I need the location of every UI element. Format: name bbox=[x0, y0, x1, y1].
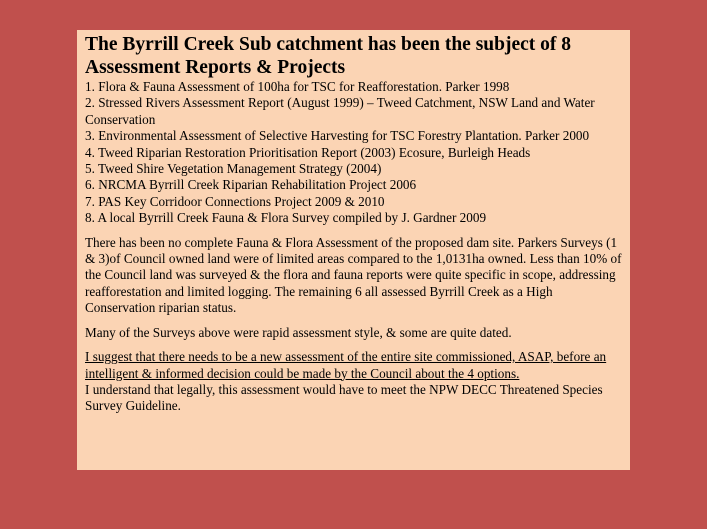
list-item: 2. Stressed Rivers Assessment Report (August 1999) – Tweed Catchment, NSW Land and Water Conservation bbox=[85, 95, 595, 127]
list-item: 4. Tweed Riparian Restoration Prioritisation Report (2003) Ecosure, Burleigh Heads bbox=[85, 144, 531, 160]
list-item: 5. Tweed Shire Vegetation Management Strategy (2004) bbox=[85, 161, 382, 177]
text-box bbox=[77, 30, 630, 470]
rapid-assessment-paragraph: Many of the Surveys above were rapid assessment style, & some are quite dated. bbox=[85, 324, 512, 340]
list-item: 8. A local Byrrill Creek Fauna & Flora Survey compiled by J. Gardner 2009 bbox=[85, 210, 487, 226]
list-item: 3. Environmental Assessment of Selective Harvesting for TSC Forestry Plantation. Parker 2000 bbox=[85, 128, 590, 144]
slide-heading: The Byrrill Creek Sub catchment has been the subject of 8 Assessment Reports & Projects bbox=[85, 34, 572, 78]
assessment-paragraph: There has been no complete Fauna & Flora Assessment of the proposed dam site. Parkers Surveys (1 & 3)of Council owned land were of limited areas compared to the 1,0131ha owned. Less than 10% of the Council land was surveyed & the flora and fauna reports were quite specific in scope, addressing reafforestation and limited logging. The remaining 6 all assessed Byrrill Creek as a High Conservation riparian status. bbox=[85, 234, 622, 316]
list-item: 6. NRCMA Byrrill Creek Riparian Rehabilitation Project 2006 bbox=[85, 177, 417, 193]
list-item: 7. PAS Key Corridoor Connections Project 2009 & 2010 bbox=[85, 193, 385, 209]
legal-requirement-paragraph: I understand that legally, this assessment would have to meet the NPW DECC Threatened Species Survey Guideline. bbox=[85, 381, 603, 414]
suggestion-paragraph: I suggest that there needs to be a new assessment of the entire site commissioned, ASAP, before an intelligent & informed decision could be made by the Council about the 4 options. bbox=[85, 349, 607, 381]
list-item: 1. Flora & Fauna Assessment of 100ha for TSC for Reafforestation. Parker 1998 bbox=[85, 79, 510, 94]
report-list bbox=[85, 79, 622, 227]
